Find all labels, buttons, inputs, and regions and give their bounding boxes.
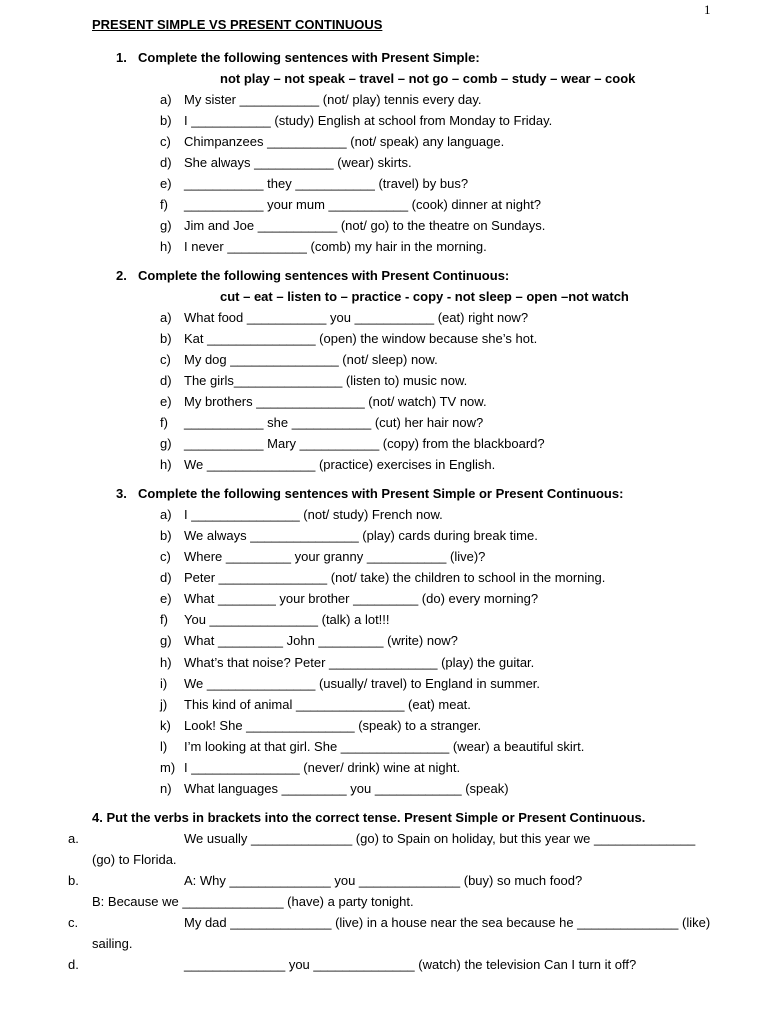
- item-continuation: sailing.: [92, 936, 133, 951]
- item-sentence: A: Why ______________ you ______________ (buy) so much food?: [184, 873, 583, 888]
- exercise-item: [0, 549, 768, 569]
- item-letter: b): [160, 331, 172, 346]
- exercise-item: [0, 591, 768, 611]
- item-sentence: This kind of animal _______________ (eat) meat.: [184, 697, 471, 712]
- item-letter: a): [160, 507, 172, 522]
- item-letter: n): [160, 781, 172, 796]
- exercise-item: [0, 739, 768, 759]
- item-letter: l): [160, 739, 168, 754]
- item-letter: g): [160, 633, 172, 648]
- exercise-item: [0, 718, 768, 738]
- exercise-item: [0, 570, 768, 590]
- exercise-item: [0, 612, 768, 632]
- item-letter: m): [160, 760, 176, 775]
- section-2-heading-text: Complete the following sentences with Present Continuous:: [138, 268, 510, 283]
- item-letter: e): [160, 394, 172, 409]
- section-4-heading: 4. Put the verbs in brackets into the correct tense. Present Simple or Present Continuous.: [92, 810, 646, 825]
- item-letter: f): [160, 415, 168, 430]
- item-sentence: I _______________ (not/ study) French now.: [184, 507, 443, 522]
- section-1-word-bank: not play – not speak – travel – not go – comb – study – wear – cook: [220, 71, 636, 86]
- item-sentence: Where _________ your granny ___________ (live)?: [184, 549, 486, 564]
- item-sentence: She always ___________ (wear) skirts.: [184, 155, 412, 170]
- item-letter: c): [160, 549, 171, 564]
- page-title: PRESENT SIMPLE VS PRESENT CONTINUOUS: [92, 17, 383, 32]
- item-sentence: We _______________ (usually/ travel) to England in summer.: [184, 676, 541, 691]
- item-letter: h): [160, 239, 172, 254]
- item-letter: f): [160, 612, 168, 627]
- item-letter: d.: [68, 957, 79, 972]
- exercise-item: [0, 155, 768, 175]
- item-sentence: What food ___________ you ___________ (eat) right now?: [184, 310, 529, 325]
- item-letter: a): [160, 92, 172, 107]
- page-number: 1: [704, 2, 711, 17]
- exercise-item: [0, 781, 768, 801]
- item-sentence: What _________ John _________ (write) now?: [184, 633, 458, 648]
- item-letter: c): [160, 134, 171, 149]
- exercise-item: [0, 676, 768, 696]
- item-sentence: What’s that noise? Peter _______________ (play) the guitar.: [184, 655, 535, 670]
- item-continuation: (go) to Florida.: [92, 852, 177, 867]
- section-3-heading-text: Complete the following sentences with Present Simple or Present Continuous:: [138, 486, 624, 501]
- item-letter: g): [160, 436, 172, 451]
- exercise-item: [0, 633, 768, 653]
- item-sentence: I _______________ (never/ drink) wine at night.: [184, 760, 461, 775]
- item-sentence: ______________ you ______________ (watch) the television Can I turn it off?: [184, 957, 637, 972]
- section-2-number: 2.: [116, 268, 127, 283]
- item-sentence: Look! She _______________ (speak) to a stranger.: [184, 718, 482, 733]
- exercise-item: [0, 239, 768, 259]
- item-letter: k): [160, 718, 171, 733]
- item-letter: b): [160, 113, 172, 128]
- exercise-item: [0, 176, 768, 196]
- exercise-item: [0, 310, 768, 330]
- item-sentence: My sister ___________ (not/ play) tennis every day.: [184, 92, 482, 107]
- exercise-item: [0, 197, 768, 217]
- item-sentence: My dog _______________ (not/ sleep) now.: [184, 352, 438, 367]
- item-letter: i): [160, 676, 168, 691]
- item-letter: g): [160, 218, 172, 233]
- exercise-item: [0, 113, 768, 133]
- exercise-item: [0, 760, 768, 780]
- item-letter: e): [160, 176, 172, 191]
- exercise-item: [0, 218, 768, 238]
- item-sentence: My dad ______________ (live) in a house near the sea because he ______________ (like): [184, 915, 711, 930]
- item-sentence: We _______________ (practice) exercises in English.: [184, 457, 496, 472]
- exercise-item: [0, 415, 768, 435]
- item-sentence: You _______________ (talk) a lot!!!: [184, 612, 390, 627]
- exercise-item: [0, 528, 768, 548]
- exercise-item: [0, 507, 768, 527]
- exercise-item: [0, 134, 768, 154]
- item-sentence: I never ___________ (comb) my hair in the morning.: [184, 239, 487, 254]
- exercise-item: [0, 331, 768, 351]
- item-letter: j): [160, 697, 168, 712]
- item-letter: c.: [68, 915, 79, 930]
- item-letter: d): [160, 373, 172, 388]
- item-continuation: B: Because we ______________ (have) a party tonight.: [92, 894, 414, 909]
- item-sentence: ___________ your mum ___________ (cook) dinner at night?: [184, 197, 542, 212]
- section-1-heading-text: Complete the following sentences with Present Simple:: [138, 50, 480, 65]
- exercise-item: [0, 457, 768, 477]
- item-sentence: What ________ your brother _________ (do) every morning?: [184, 591, 539, 606]
- exercise-item: [0, 352, 768, 372]
- item-sentence: Peter _______________ (not/ take) the children to school in the morning.: [184, 570, 606, 585]
- item-letter: a.: [68, 831, 79, 846]
- item-letter: c): [160, 352, 171, 367]
- item-letter: b): [160, 528, 172, 543]
- item-sentence: Jim and Joe ___________ (not/ go) to the theatre on Sundays.: [184, 218, 546, 233]
- item-letter: b.: [68, 873, 79, 888]
- item-sentence: We usually ______________ (go) to Spain on holiday, but this year we ______________: [184, 831, 696, 846]
- item-sentence: I ___________ (study) English at school from Monday to Friday.: [184, 113, 553, 128]
- item-letter: d): [160, 155, 172, 170]
- item-sentence: What languages _________ you ____________ (speak): [184, 781, 509, 796]
- item-sentence: The girls_______________ (listen to) music now.: [184, 373, 468, 388]
- item-sentence: Kat _______________ (open) the window because she’s hot.: [184, 331, 538, 346]
- item-sentence: Chimpanzees ___________ (not/ speak) any language.: [184, 134, 505, 149]
- section-1-number: 1.: [116, 50, 127, 65]
- item-sentence: My brothers _______________ (not/ watch) TV now.: [184, 394, 487, 409]
- item-letter: a): [160, 310, 172, 325]
- section-2-word-bank: cut – eat – listen to – practice - copy - not sleep – open –not watch: [220, 289, 629, 304]
- item-letter: d): [160, 570, 172, 585]
- item-sentence: ___________ they ___________ (travel) by bus?: [184, 176, 469, 191]
- item-letter: f): [160, 197, 168, 212]
- exercise-item: [0, 373, 768, 393]
- item-sentence: ___________ she ___________ (cut) her hair now?: [184, 415, 484, 430]
- item-letter: h): [160, 457, 172, 472]
- exercise-item: [0, 92, 768, 112]
- exercise-item: [0, 394, 768, 414]
- item-sentence: We always _______________ (play) cards during break time.: [184, 528, 538, 543]
- exercise-item: [0, 436, 768, 456]
- item-sentence: I’m looking at that girl. She _______________ (wear) a beautiful skirt.: [184, 739, 585, 754]
- section-3-number: 3.: [116, 486, 127, 501]
- item-letter: h): [160, 655, 172, 670]
- exercise-item: [0, 655, 768, 675]
- exercise-item: [0, 697, 768, 717]
- item-sentence: ___________ Mary ___________ (copy) from the blackboard?: [184, 436, 545, 451]
- item-letter: e): [160, 591, 172, 606]
